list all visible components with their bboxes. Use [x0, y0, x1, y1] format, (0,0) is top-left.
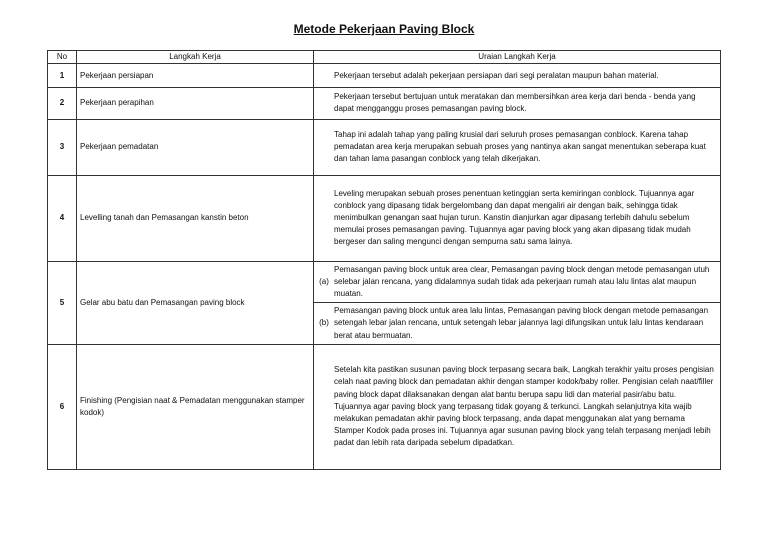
row-number: 6 [48, 344, 77, 469]
sub-item-text: Pemasangan paving block untuk area lalu lintas, Pemasangan paving block dengan metode pemasangan setengah lebar jalan rencana, untuk setengah lebar jalannya lagi difungsikan untuk lalu lintas kendaraan berat atau bermuatan. [334, 306, 709, 340]
header-step: Langkah Kerja [77, 51, 314, 64]
table-row [48, 88, 721, 119]
row-number: 3 [48, 119, 77, 175]
row-step: Finishing (Pengisian naat & Pemadatan menggunakan stamper kodok) [77, 344, 314, 469]
table-row [48, 261, 721, 344]
row-number: 2 [48, 88, 77, 119]
table-row [48, 175, 721, 261]
table-row [48, 64, 721, 88]
sub-item-a [314, 262, 720, 303]
table-row [48, 119, 721, 175]
work-method-table [47, 50, 721, 470]
row-step: Gelar abu batu dan Pemasangan paving block [77, 261, 314, 344]
row-description-split [314, 261, 721, 344]
row-number: 5 [48, 261, 77, 344]
header-no: No [48, 51, 77, 64]
row-description: Pekerjaan tersebut bertujuan untuk meratakan dan membersihkan area kerja dari benda - benda yang dapat mengganggu proses pemasangan paving block. [314, 88, 721, 119]
row-step: Pekerjaan persiapan [77, 64, 314, 88]
header-description: Uraian Langkah Kerja [314, 51, 721, 64]
sub-item-text: Pemasangan paving block untuk area clear, Pemasangan paving block dengan metode pemasangan utuh selebar jalan rencana, yang didalamnya sudah tidak ada pekerjaan rumah atau lalu lintas alat maupun muatan. [334, 264, 710, 299]
table-row [48, 344, 721, 469]
table-header-row [48, 51, 721, 64]
document-title: Metode Pekerjaan Paving Block [293, 22, 475, 36]
sub-item-letter: (a) [319, 276, 329, 286]
row-step: Pekerjaan perapihan [77, 88, 314, 119]
row-description: Leveling merupakan sebuah proses penentuan ketinggian serta kemiringan conblock. Tujuannya agar conblock yang dipasang tidak bergelombang dan dapat mengaliri air dengan baik, sehingga tidak menimbulkan genangan saat hujan turun. Kanstin dianjurkan agar dipasang terlebih dahulu sebelum memulai proses pemasangan paving. Tujuannya agar paving block yang akan dipasang tidak mudah bergeser dan saling mengunci dengan sempurna satu sama lainya. [314, 175, 721, 261]
sub-item-letter: (b) [319, 318, 329, 328]
row-description: Setelah kita pastikan susunan paving block terpasang secara baik, Langkah terakhir yaitu proses pengisian celah naat paving block dan pemadatan akhir dengan stamper kodok/baby roller. Pengisian celah naat/filler paving block dapat dilaksanakan dengan alat bantu berupa sapu lidi dan material pasir/abu batu. Tujuannya agar paving block yang terpasang tidak goyang & terkunci. Langkah selanjutnya kita wajib melakukan pemadatan akhir paving block terpasang, anda dapat menggunakan alat yang bernama Stamper Kodok pada proses ini. Tujuannya agar susunan paving block yang telah terpasang menjadi lebih padat dan lebih rata daripada sebelum dipadatkan. [314, 344, 721, 469]
row-number: 1 [48, 64, 77, 88]
row-step: Levelling tanah dan Pemasangan kanstin beton [77, 175, 314, 261]
row-number: 4 [48, 175, 77, 261]
sub-item-b [314, 302, 720, 344]
row-description: Tahap ini adalah tahap yang paling krusial dari seluruh proses pemasangan conblock. Karena tahap pemadatan area kerja merupakan sebuah proses yang nantinya akan sangat menentukan seberapa kuat dan tahan lama pasangan conblock yang telah dikerjakan. [314, 119, 721, 175]
row-description: Pekerjaan tersebut adalah pekerjaan persiapan dari segi peralatan maupun bahan material. [314, 64, 721, 88]
row-step: Pekerjaan pemadatan [77, 119, 314, 175]
